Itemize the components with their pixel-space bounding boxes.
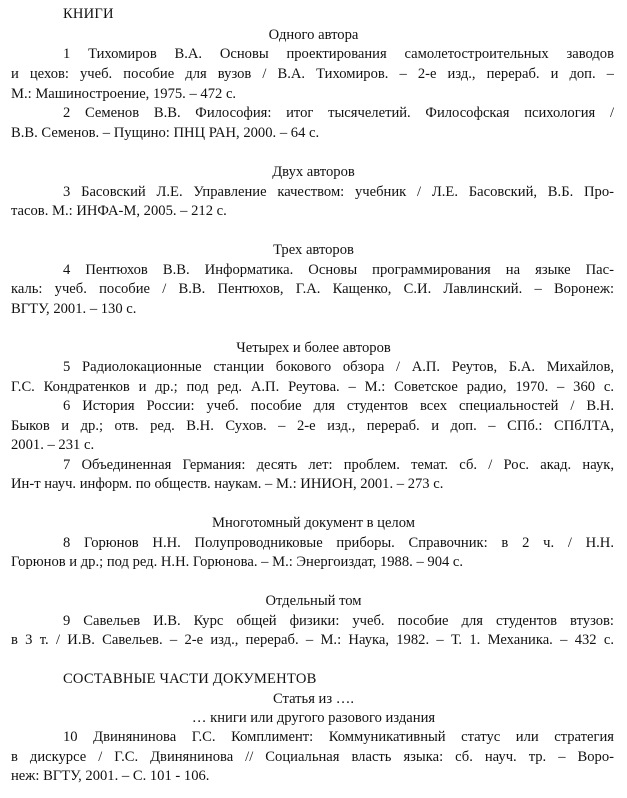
entry-4-line-3: ВГТУ, 2001. – 130 с. [11, 301, 137, 317]
entry-1-line-3: М.: Машиностроение, 1975. – 472 с. [11, 86, 237, 102]
section-heading-books: КНИГИ [63, 6, 114, 22]
subheading-four-more-authors: Четырех и более авторов [236, 340, 391, 356]
entry-6-line-3: 2001. – 231 с. [11, 437, 95, 453]
entry-6-line-1: 6 История России: учеб. пособие для студентов всех специальностей / В.Н. [63, 398, 614, 414]
entry-5-line-2: Г.С. Кондратенков и др.; под ред. А.П. Реутова. – М.: Советское радио, 1970. – 360 с. [11, 379, 614, 395]
entry-10-line-3: неж: ВГТУ, 2001. – С. 101 - 106. [11, 768, 210, 784]
section-heading-document-parts: СОСТАВНЫЕ ЧАСТИ ДОКУМЕНТОВ [63, 671, 317, 687]
subheading-one-author: Одного автора [268, 27, 359, 43]
entry-3-line-1: 3 Басовский Л.Е. Управление качеством: учебник / Л.Е. Басовский, В.Б. Про- [63, 184, 614, 200]
entry-5-line-1: 5 Радиолокационные станции бокового обзора / А.П. Реутов, Б.А. Михайлов, [63, 359, 614, 375]
entry-6-line-2: Быков и др.; отв. ред. В.Н. Сухов. – 2-е изд., перераб. и доп. – СПб.: СПбЛТА, [11, 418, 614, 434]
entry-8-line-2: Горюнов и др.; под ред. Н.Н. Горюнова. – М.: Энергоиздат, 1988. – 904 с. [11, 554, 464, 570]
subheading-two-authors: Двух авторов [272, 164, 355, 180]
entry-8-line-1: 8 Горюнов Н.Н. Полупроводниковые приборы. Справочник: в 2 ч. / Н.Н. [63, 535, 614, 551]
subheading-single-volume: Отдельный том [265, 593, 362, 609]
entry-1-line-1: 1 Тихомиров В.А. Основы проектирования самолетостроительных заводов [63, 46, 614, 62]
entry-7-line-2: Ин-т науч. информ. по обществ. наукам. – М.: ИНИОН, 2001. – 273 с. [11, 476, 444, 492]
entry-3-line-2: тасов. М.: ИНФА-М, 2005. – 212 с. [11, 203, 227, 219]
entry-1-line-2: и цехов: учеб. пособие для вузов / В.А. Тихомиров. – 2-е изд., перераб. и доп. – [11, 66, 614, 82]
entry-9-line-2: в 3 т. / И.В. Савельев. – 2-е изд., перераб. – М.: Наука, 1982. – Т. 1. Механика. – 432 с. [11, 632, 614, 648]
entry-2-line-2: В.В. Семенов. – Пущино: ПНЦ РАН, 2000. – 64 с. [11, 125, 320, 141]
entry-4-line-1: 4 Пентюхов В.В. Информатика. Основы программирования на языке Пас- [63, 262, 614, 278]
entry-10-line-1: 10 Двинянинова Г.С. Комплимент: Коммуникативный статус или стратегия [63, 729, 614, 745]
subheading-from-book: … книги или другого разового издания [191, 710, 436, 726]
subheading-multivolume: Многотомный документ в целом [212, 515, 415, 531]
entry-9-line-1: 9 Савельев И.В. Курс общей физики: учеб. пособие для студентов втузов: [63, 613, 614, 629]
subheading-article-from: Статья из …. [272, 691, 355, 707]
entry-7-line-1: 7 Объединенная Германия: десять лет: проблем. темат. сб. / Рос. акад. наук, [63, 457, 614, 473]
entry-2-line-1: 2 Семенов В.В. Философия: итог тысячелетий. Философская психология / [63, 105, 614, 121]
subheading-three-authors: Трех авторов [273, 242, 354, 258]
entry-10-line-2: в дискурсе / Г.С. Двинянинова // Социальная власть языка: сб. науч. тр. – Воро- [11, 749, 614, 765]
entry-4-line-2: каль: учеб. пособие / В.В. Пентюхов, Г.А. Кащенко, С.И. Лавлинский. – Воронеж: [11, 281, 614, 297]
